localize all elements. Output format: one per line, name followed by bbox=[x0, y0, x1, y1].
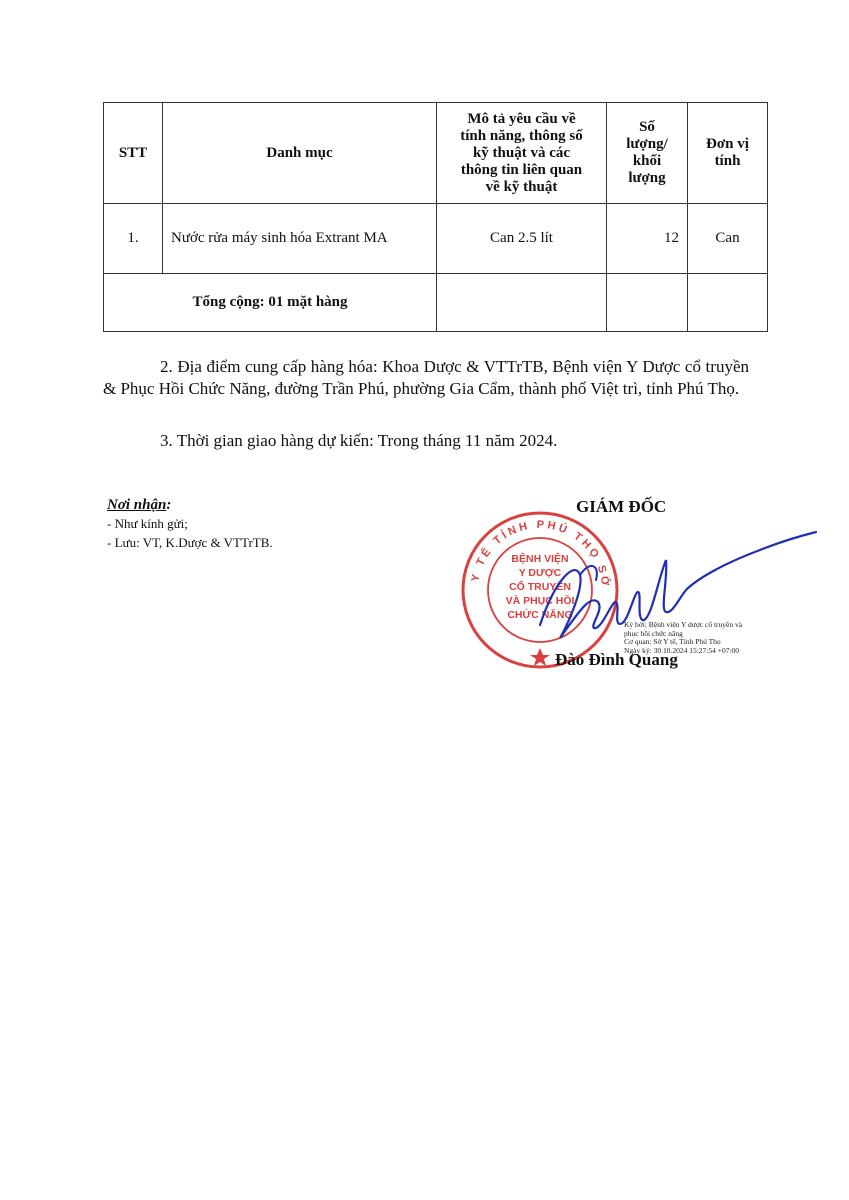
digital-signature-info: Ký bởi: Bệnh viện Y dược cổ truyền và phục hồi chức năng Cơ quan: Sở Y tế, Tỉnh Phú Thọ Ngày ký: 30.10.2024 15:27:54 +07:00 bbox=[624, 620, 743, 655]
total-label: Tổng cộng: 01 mặt hàng bbox=[104, 274, 437, 332]
row-quantity: 12 bbox=[607, 204, 688, 274]
header-quantity: Số lượng/ khối lượng bbox=[607, 103, 688, 204]
header-item: Danh mục bbox=[163, 103, 437, 204]
stamp-line: Y DƯỢC bbox=[518, 567, 562, 579]
delivery-time-paragraph: 3. Thời gian giao hàng dự kiến: Trong tháng 11 năm 2024. bbox=[160, 431, 558, 450]
stamp-line: CỔ TRUYỀN bbox=[509, 581, 571, 593]
stamp-line: BỆNH VIỆN bbox=[511, 553, 569, 565]
signer-name: Đào Đình Quang bbox=[555, 650, 678, 669]
delivery-location-paragraph: 2. Địa điểm cung cấp hàng hóa: Khoa Dược & VTTrTB, Bệnh viện Y Dược cổ truyền & Phục Hồi Chức Năng, đường Trần Phú, phường Gia Cẩm, thành phố Việt trì, tỉnh Phú Thọ. bbox=[103, 357, 749, 398]
stamp-line: CHỨC NĂNG bbox=[507, 609, 573, 621]
header-stt: STT bbox=[104, 103, 163, 204]
total-empty-cell bbox=[437, 274, 607, 332]
header-description: Mô tả yêu cầu về tính năng, thông số kỹ thuật và các thông tin liên quan về kỹ thuật bbox=[437, 103, 607, 204]
header-unit: Đơn vị tính bbox=[688, 103, 768, 204]
total-empty-cell bbox=[688, 274, 768, 332]
stamp-line: VÀ PHỤC HỒI bbox=[505, 595, 575, 607]
items-table bbox=[103, 102, 768, 332]
total-empty-cell bbox=[607, 274, 688, 332]
table-row bbox=[104, 204, 768, 274]
row-description: Can 2.5 lít bbox=[437, 204, 607, 274]
recipients-block bbox=[107, 497, 273, 552]
row-unit: Can bbox=[688, 204, 768, 274]
recipient-item: - Như kính gửi; bbox=[107, 516, 188, 531]
table-header-row bbox=[104, 103, 768, 204]
table-total-row bbox=[104, 274, 768, 332]
recipients-title: Nơi nhận: bbox=[107, 497, 172, 513]
recipient-item: - Lưu: VT, K.Dược & VTTrTB. bbox=[107, 535, 273, 550]
signer-role: GIÁM ĐỐC bbox=[576, 497, 667, 516]
row-item-name: Nước rửa máy sinh hóa Extrant MA bbox=[163, 204, 437, 274]
stamp-ring-text: Y TẾ TỈNH PHÚ THỌ SỞ bbox=[469, 518, 612, 590]
row-stt: 1. bbox=[104, 204, 163, 274]
